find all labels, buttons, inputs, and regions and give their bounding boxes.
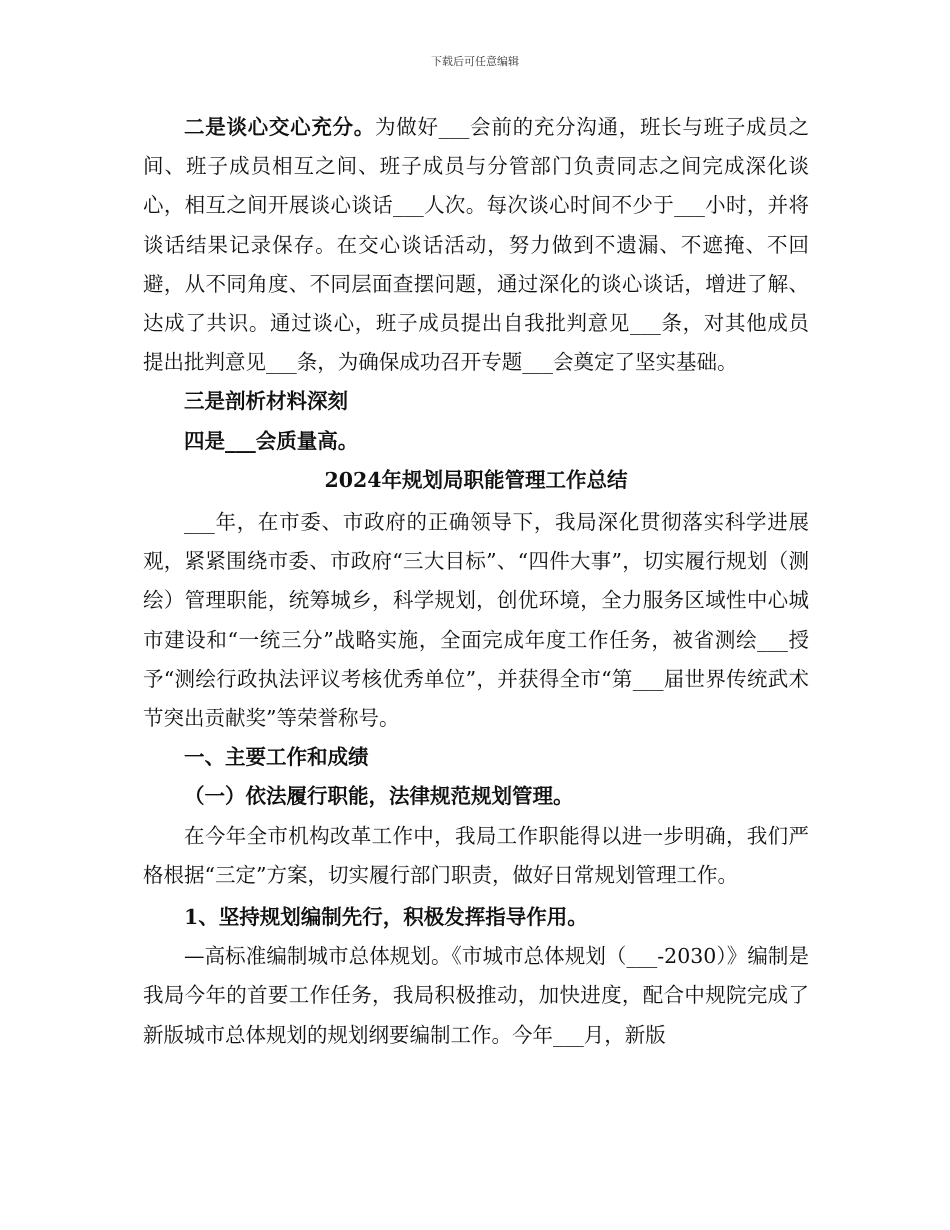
document-title: 2024年规划局职能管理工作总结 <box>324 467 628 492</box>
paragraph-intro: ___年，在市委、市政府的正确领导下，我局深化贯彻落实科学进展观，紧紧围绕市委、市政府“三大目标”、“四件大事”，切实履行规划（测绘）管理职能，统筹城乡，科学规划，创优环境，全力服务区域性中心城市建设和“一统三分”战略实施，全面完成年度工作任务，被省测绘___授予“测绘行政执法评议考核优秀单位”，并获得全市“第___届世界传统武术节突出贡献奖”等荣誉称号。 <box>143 510 809 731</box>
page-header: 下载后可任意编辑 <box>431 55 519 68</box>
paragraph-text: 为做好___会前的充分沟通，班长与班子成员之间、班子成员相互之间、班子成员与分管部门负责同志之间完成深化谈心，相互之间开展谈心谈话___人次。每次谈心时间不少于___小时，并将谈话结果记录保存。在交心谈话活动，努力做到不遗漏、不遮掩、不回避，从不同角度、不同层面查摆问题，通过深化的谈心谈话，增进了解、达成了共识。通过谈心，班子成员提出自我批判意见___条，对其他成员提出批判意见___条，为确保成功召开专题___会奠定了坚实基础。 <box>143 115 810 375</box>
paragraph-quality-heading: 四是___会质量高。 <box>184 428 359 453</box>
item-heading-planning: 1、坚持规划编制先行，积极发挥指导作用。 <box>184 905 588 930</box>
paragraph-talks <box>143 108 809 382</box>
section-heading-main-work: 一、主要工作和成绩 <box>184 745 369 770</box>
subsection-heading-law: （一）依法履行职能，法律规范规划管理。 <box>184 784 574 809</box>
paragraph-master-plan: —高标准编制城市总体规划。《市城市总体规划（___-2030）》编制是我局今年的首要工作任务，我局积极推动，加快进度，配合中规院完成了新版城市总体规划的规划纲要编制工作。今年___月，新版 <box>143 944 809 1047</box>
document-body <box>143 108 809 1055</box>
paragraph-lead: 二是谈心交心充分。 <box>184 115 376 139</box>
paragraph-analysis-heading: 三是剖析材料深刻 <box>184 389 348 414</box>
paragraph-reform: 在今年全市机构改革工作中，我局工作职能得以进一步明确，我们严格根据“三定”方案，切实履行部门职责，做好日常规划管理工作。 <box>143 823 809 887</box>
